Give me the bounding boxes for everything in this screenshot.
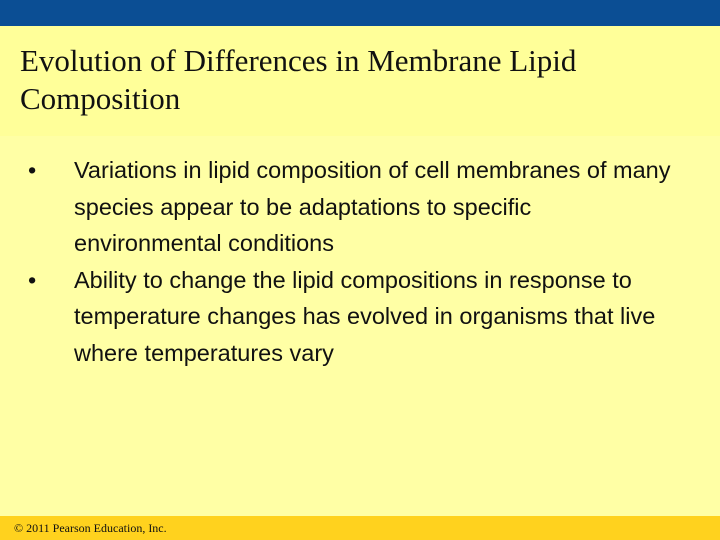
- copyright-footer: © 2011 Pearson Education, Inc.: [14, 521, 167, 535]
- slide-title: Evolution of Differences in Membrane Lipid Composition: [20, 43, 577, 116]
- bullet-item: [28, 262, 684, 372]
- top-accent-bar: [0, 0, 720, 26]
- bullet-text: Variations in lipid composition of cell membranes of many species appear to be adaptations to specific environmental conditions: [74, 157, 671, 256]
- bullet-list: [0, 152, 720, 371]
- bullet-item: [28, 152, 684, 262]
- bullet-marker: •: [28, 266, 37, 293]
- bullet-marker: •: [28, 157, 37, 183]
- bullet-text: Ability to change the lipid compositions in response to temperature changes has evolved in organisms that live where temperatures vary: [74, 266, 656, 366]
